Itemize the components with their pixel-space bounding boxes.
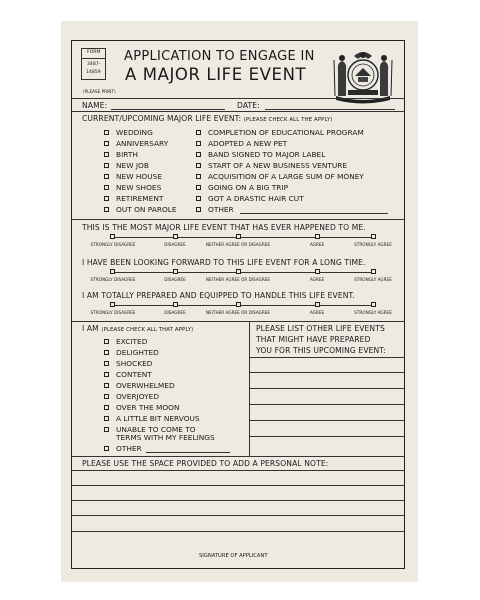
checkbox[interactable] — [196, 174, 201, 179]
answer-line[interactable] — [249, 404, 405, 405]
radio-option[interactable] — [315, 302, 320, 307]
note-line[interactable] — [71, 485, 405, 486]
checkbox[interactable] — [104, 350, 109, 355]
statement-text: THIS IS THE MOST MAJOR LIFE EVENT THAT HAS EVER HAPPENED TO ME. — [82, 223, 366, 232]
feeling-option[interactable]: CONTENT — [104, 370, 152, 379]
other-feeling-field[interactable] — [146, 452, 230, 453]
event-option[interactable]: NEW HOUSE — [104, 172, 162, 181]
radio-option[interactable] — [315, 234, 320, 239]
note-line[interactable] — [71, 500, 405, 501]
name-field[interactable] — [111, 109, 225, 110]
event-option[interactable]: ANNIVERSARY — [104, 139, 168, 148]
please-print: (PLEASE PRINT) — [83, 89, 116, 94]
feeling-option-continued: TERMS WITH MY FEELINGS — [116, 433, 215, 442]
checkbox[interactable] — [104, 339, 109, 344]
form-number-line2: 14859 — [86, 70, 101, 75]
note-line[interactable] — [71, 515, 405, 516]
radio-option[interactable] — [110, 302, 115, 307]
radio-option[interactable] — [371, 234, 376, 239]
checkbox[interactable] — [104, 185, 109, 190]
event-option[interactable]: BIRTH — [104, 150, 138, 159]
event-option[interactable]: ADOPTED A NEW PET — [196, 139, 287, 148]
agreement-scale[interactable]: STRONGLY DISAGREE DISAGREE NEITHER AGREE OR DISAGREE AGREE STRONGLY AGREE — [84, 233, 400, 247]
agreement-scale[interactable]: STRONGLY DISAGREE DISAGREE NEITHER AGREE OR DISAGREE AGREE STRONGLY AGREE — [84, 301, 400, 315]
event-option[interactable]: START OF A NEW BUSINESS VENTURE — [196, 161, 347, 170]
event-option-other[interactable]: OTHER — [196, 205, 234, 214]
form-title-line1: APPLICATION TO ENGAGE IN — [124, 49, 315, 64]
answer-line[interactable] — [249, 420, 405, 421]
radio-option[interactable] — [236, 234, 241, 239]
answer-line[interactable] — [249, 372, 405, 373]
checkbox[interactable] — [196, 130, 201, 135]
checkbox[interactable] — [104, 383, 109, 388]
event-option[interactable]: BAND SIGNED TO MAJOR LABEL — [196, 150, 325, 159]
event-option[interactable]: OUT ON PAROLE — [104, 205, 177, 214]
date-label: DATE: — [237, 101, 260, 110]
feeling-option[interactable]: OVER THE MOON — [104, 403, 180, 412]
statement-text: I HAVE BEEN LOOKING FORWARD TO THIS LIFE EVENT FOR A LONG TIME. — [82, 258, 366, 267]
feeling-option-other[interactable]: OTHER — [104, 444, 142, 453]
feeling-option[interactable]: OVERWHELMED — [104, 381, 175, 390]
radio-option[interactable] — [236, 302, 241, 307]
radio-option[interactable] — [371, 269, 376, 274]
personal-note-heading: PLEASE USE THE SPACE PROVIDED TO ADD A PERSONAL NOTE: — [82, 459, 329, 468]
form-number-line1: 3487- — [87, 62, 101, 67]
feeling-option[interactable]: UNABLE TO COME TO — [104, 425, 196, 434]
signature-label: SIGNATURE OF APPLICANT — [199, 553, 268, 559]
checkbox[interactable] — [104, 361, 109, 366]
other-events-prompt-line2: THAT MIGHT HAVE PREPARED — [256, 335, 371, 344]
radio-option[interactable] — [110, 234, 115, 239]
form-title-line2: A MAJOR LIFE EVENT — [125, 65, 307, 84]
checkbox[interactable] — [104, 405, 109, 410]
feeling-option[interactable]: A LITTLE BIT NERVOUS — [104, 414, 200, 423]
answer-line[interactable] — [249, 388, 405, 389]
checkbox[interactable] — [104, 427, 109, 432]
name-label: NAME: — [82, 101, 108, 110]
feeling-option[interactable]: DELIGHTED — [104, 348, 159, 357]
answer-line[interactable] — [249, 357, 405, 358]
checkbox[interactable] — [196, 196, 201, 201]
checkbox[interactable] — [104, 446, 109, 451]
checkbox[interactable] — [104, 174, 109, 179]
event-option[interactable]: NEW SHOES — [104, 183, 161, 192]
checkbox[interactable] — [104, 207, 109, 212]
note-line[interactable] — [71, 470, 405, 471]
checkbox[interactable] — [104, 196, 109, 201]
event-option[interactable]: RETIREMENT — [104, 194, 163, 203]
agreement-scale[interactable]: STRONGLY DISAGREE DISAGREE NEITHER AGREE OR DISAGREE AGREE STRONGLY AGREE — [84, 268, 400, 282]
other-events-prompt-line1: PLEASE LIST OTHER LIFE EVENTS — [256, 324, 385, 333]
date-field[interactable] — [265, 109, 395, 110]
radio-option[interactable] — [173, 234, 178, 239]
feeling-option[interactable]: OVERJOYED — [104, 392, 159, 401]
event-option[interactable]: GOT A DRASTIC HAIR CUT — [196, 194, 304, 203]
event-option[interactable]: NEW JOB — [104, 161, 149, 170]
checkbox[interactable] — [196, 163, 201, 168]
checkbox[interactable] — [196, 185, 201, 190]
checkbox[interactable] — [104, 141, 109, 146]
other-events-prompt-line3: YOU FOR THIS UPCOMING EVENT: — [256, 346, 386, 355]
radio-option[interactable] — [371, 302, 376, 307]
radio-option[interactable] — [236, 269, 241, 274]
radio-option[interactable] — [110, 269, 115, 274]
form-label: FORM — [87, 50, 101, 55]
events-heading: CURRENT/UPCOMING MAJOR LIFE EVENT: (PLEASE CHECK ALL THE APPLY) — [82, 114, 333, 123]
event-option[interactable]: WEDDING — [104, 128, 153, 137]
feelings-heading: I AM (PLEASE CHECK ALL THAT APPLY) — [82, 324, 194, 333]
radio-option[interactable] — [173, 302, 178, 307]
checkbox[interactable] — [196, 207, 201, 212]
event-option[interactable]: ACQUISITION OF A LARGE SUM OF MONEY — [196, 172, 364, 181]
event-option[interactable]: GOING ON A BIG TRIP — [196, 183, 288, 192]
event-option[interactable]: COMPLETION OF EDUCATIONAL PROGRAM — [196, 128, 364, 137]
checkbox[interactable] — [104, 372, 109, 377]
checkbox[interactable] — [196, 141, 201, 146]
checkbox[interactable] — [104, 394, 109, 399]
checkbox[interactable] — [104, 163, 109, 168]
checkbox[interactable] — [104, 152, 109, 157]
checkbox[interactable] — [104, 416, 109, 421]
other-event-field[interactable] — [240, 213, 388, 214]
checkbox[interactable] — [104, 130, 109, 135]
feeling-option[interactable]: SHOCKED — [104, 359, 152, 368]
feeling-option[interactable]: EXCITED — [104, 337, 147, 346]
note-line[interactable] — [71, 531, 405, 532]
radio-option[interactable] — [173, 269, 178, 274]
radio-option[interactable] — [315, 269, 320, 274]
state-seal-icon — [328, 46, 398, 104]
answer-line[interactable] — [249, 436, 405, 437]
checkbox[interactable] — [196, 152, 201, 157]
statement-text: I AM TOTALLY PREPARED AND EQUIPPED TO HANDLE THIS LIFE EVENT. — [82, 291, 355, 300]
